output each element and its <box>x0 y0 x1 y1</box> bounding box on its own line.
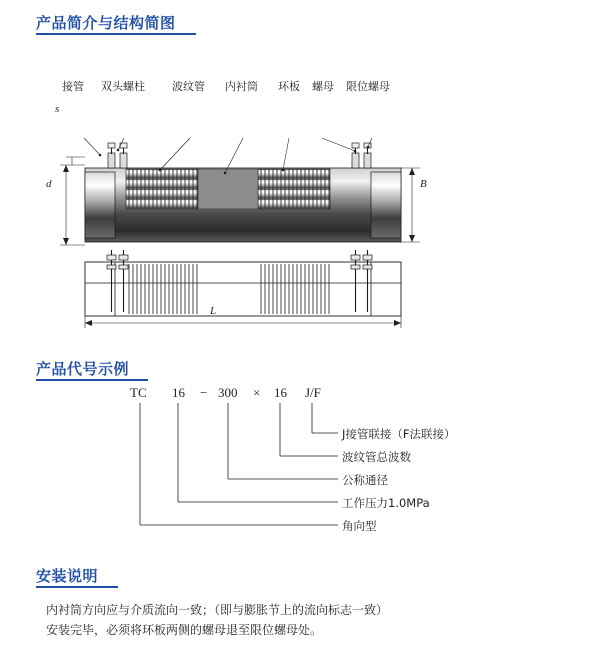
dimension-label-d: d <box>46 178 52 190</box>
callout-label-4: 环板 <box>278 80 300 93</box>
section-title-code: 产品代号示例 <box>36 361 130 378</box>
code-desc-2: 公称通径 <box>342 473 388 487</box>
code-token-6: J/F <box>305 385 321 400</box>
section-rule-intro <box>36 33 196 35</box>
dimension-label-s: s <box>55 103 60 115</box>
section-title-intro: 产品简介与结构简图 <box>36 15 176 32</box>
code-token-5: 16 <box>274 385 287 400</box>
callout-label-3: 内衬筒 <box>225 80 258 93</box>
section-rule-code <box>36 379 148 381</box>
callout-label-0: 接管 <box>62 80 84 93</box>
code-desc-3: 工作压力1.0MPa <box>342 496 430 510</box>
callout-label-6: 限位螺母 <box>346 80 390 93</box>
dimension-label-L: L <box>210 305 217 317</box>
callout-label-1: 双头螺柱 <box>101 80 145 93</box>
install-note-line: 安装完毕，必须将环板两侧的螺母退至限位螺母处。 <box>46 623 323 637</box>
code-leader-lines <box>0 385 600 545</box>
callout-label-5: 螺母 <box>312 80 334 93</box>
install-note-line: 内衬筒方向应与介质流向一致；（即与膨胀节上的流向标志一致） <box>46 603 389 617</box>
diagram-svg <box>0 50 600 340</box>
product-code-diagram <box>0 385 600 545</box>
install-notes <box>46 600 566 640</box>
dimension-label-B: B <box>420 178 427 190</box>
code-desc-1: 波纹管总波数 <box>342 450 411 464</box>
callout-label-2: 波纹管 <box>172 80 205 93</box>
code-token-4: × <box>253 385 261 400</box>
code-token-1: 16 <box>172 385 185 400</box>
section-title-install: 安装说明 <box>36 568 99 585</box>
code-desc-0: J接管联接（F法联接） <box>342 427 456 441</box>
code-token-3: 300 <box>218 385 238 400</box>
section-rule-install <box>36 586 118 588</box>
structure-diagram <box>0 50 600 340</box>
code-desc-4: 角向型 <box>342 519 377 533</box>
code-token-2: − <box>200 385 208 400</box>
code-token-0: TC <box>130 385 147 400</box>
